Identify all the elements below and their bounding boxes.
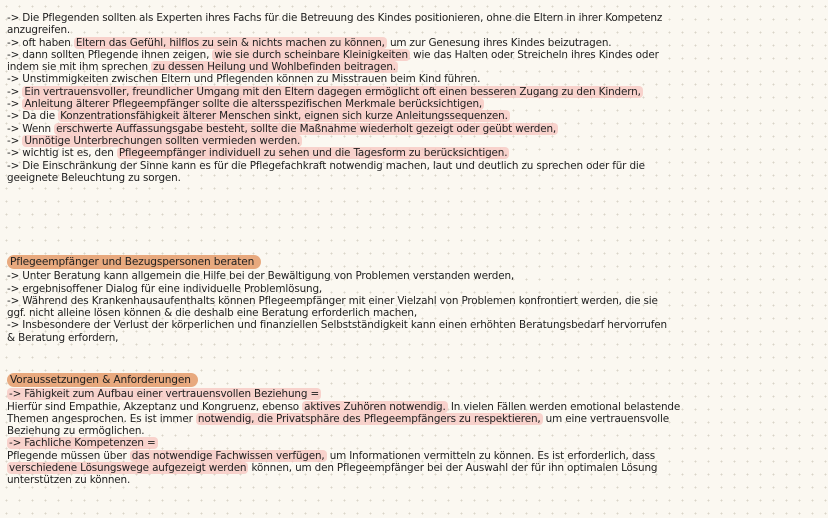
line-text: Themen angesprochen. Es ist immer <box>7 412 196 425</box>
line-text: -> Unter Beratung kann allgemein die Hilfe bei der Bewältigung von Problemen verstanden werden, <box>7 270 515 283</box>
line-text: um eine vertrauensvolle <box>542 412 669 425</box>
highlighted-text: zu dessen Heilung und Wohlbefinden beitragen. <box>153 61 396 74</box>
line-text: um Informationen vermitteln zu können. Es ist erforderlich, dass <box>326 449 656 462</box>
section-lines <box>7 270 819 344</box>
line-text: -> Unstimmigkeiten zwischen Eltern und Pflegenden können zu Misstrauen beim Kind führen. <box>7 73 481 86</box>
line-text: indem sie mit ihm sprechen <box>7 61 152 74</box>
highlighted-text: Unnötige Unterbrechungen sollten vermieden werden. <box>24 134 301 147</box>
text-line <box>7 86 819 98</box>
line-text: -> oft haben <box>7 36 74 49</box>
text-line <box>7 61 819 73</box>
text-line <box>7 474 819 486</box>
highlighted-text: -> Fachliche Kompetenzen = <box>9 437 156 450</box>
text-line <box>7 172 819 184</box>
highlighted-text: notwendig, die Privatsphäre des Pflegeempfängers zu respektieren, <box>197 412 541 425</box>
line-text: & Beratung erfordern, <box>7 331 119 344</box>
text-line <box>7 401 819 413</box>
line-text: -> dann sollten Pflegende ihnen zeigen, <box>7 48 213 61</box>
section-heading: Voraussetzungen & Anforderungen <box>7 373 198 387</box>
text-line <box>7 437 819 449</box>
text-line <box>7 123 819 135</box>
line-text: wie das Halten oder Streicheln ihres Kindes oder <box>409 48 659 61</box>
text-line <box>7 160 819 172</box>
text-line <box>7 462 819 474</box>
text-line <box>7 319 819 331</box>
line-text: -> Während des Krankenhausaufenthalts können Pflegeempfänger mit einer Vielzahl von Problemen konfrontiert werden, die sie <box>7 294 658 307</box>
text-line <box>7 413 819 425</box>
line-text: -> <box>7 134 23 147</box>
highlighted-text: -> Fähigkeit zum Aufbau einer vertrauensvollen Beziehung = <box>9 388 319 401</box>
text-line <box>7 147 819 159</box>
line-text: Hierfür sind Empathie, Akzeptanz und Kongruenz, ebenso <box>7 400 303 413</box>
text-line <box>7 295 819 307</box>
line-text: ggf. nicht alleine lösen können & die deshalb eine Beratung erforderlich machen, <box>7 307 418 320</box>
notes-section-voraussetzungen <box>7 373 819 487</box>
text-line <box>7 332 819 344</box>
line-text: In vielen Fällen werden emotional belastende <box>447 400 681 413</box>
line-text: -> Da die <box>7 110 59 123</box>
line-text: -> wichtig ist es, den <box>7 147 117 160</box>
text-line <box>7 24 819 36</box>
line-text: -> ergebnisoffener Dialog für eine individuelle Problemlösung, <box>7 282 323 295</box>
line-text: -> Insbesondere der Verlust der körperlichen und finanziellen Selbstständigkeit kann einen erhöhten Beratungsbedarf hervorrufen <box>7 319 667 332</box>
highlighted-text: Konzentrationsfähigkeit älterer Menschen sinkt, eignen sich kurze Anleitungssequenzen. <box>60 110 508 123</box>
line-text: -> Die Einschränkung der Sinne kann es für die Pflegefachkraft notwendig machen, laut und deutlich zu sprechen oder für die <box>7 159 645 172</box>
notes-section-beraten <box>7 255 819 344</box>
highlighted-text: Anleitung älterer Pflegeempfänger sollte die altersspezifischen Merkmale berücksichtigen, <box>24 98 483 111</box>
line-text: -> Die Pflegenden sollten als Experten ihres Fachs für die Betreuung des Kindes positionieren, ohne die Eltern in ihrer Kompetenz <box>7 12 663 24</box>
highlighted-text: erschwerte Auffassungsgabe besteht, sollte die Maßnahme wiederholt gezeigt oder geübt werden, <box>56 122 557 135</box>
text-line <box>7 98 819 110</box>
line-text: -> <box>7 98 23 111</box>
text-line <box>7 283 819 295</box>
text-line <box>7 37 819 49</box>
highlighted-text: aktives Zuhören notwendig. <box>304 400 446 413</box>
highlighted-text: das notwendige Fachwissen verfügen, <box>131 449 325 462</box>
line-text: Pflegende müssen über <box>7 449 130 462</box>
text-line <box>7 135 819 147</box>
line-text: unterstützen zu können. <box>7 474 131 487</box>
text-line <box>7 73 819 85</box>
line-text: um zur Genesung ihres Kindes beizutragen. <box>386 36 612 49</box>
highlighted-text: Eltern das Gefühl, hilflos zu sein & nichts machen zu können, <box>75 36 385 49</box>
highlighted-text: verschiedene Lösungswege aufgezeigt werden <box>9 462 247 475</box>
text-line <box>7 450 819 462</box>
text-line <box>7 270 819 282</box>
highlighted-text: Pflegeempfänger individuell zu sehen und die Tagesform zu berücksichtigen. <box>118 147 508 160</box>
highlighted-text: Ein vertrauensvoller, freundlicher Umgang mit den Eltern dagegen ermöglicht oft einen besseren Zugang zu den Kindern, <box>24 85 641 98</box>
text-line <box>7 110 819 122</box>
notes-section-intro <box>7 12 819 184</box>
section-lines <box>7 388 819 486</box>
line-text: -> Wenn <box>7 122 55 135</box>
line-text: können, um den Pflegeempfänger bei der Auswahl der für ihn optimalen Lösung <box>248 462 658 475</box>
line-text: Beziehung zu ermöglichen. <box>7 425 145 438</box>
text-line <box>7 425 819 437</box>
line-text: -> <box>7 85 23 98</box>
text-line <box>7 49 819 61</box>
highlighted-text: wie sie durch scheinbare Kleinigkeiten <box>214 48 408 61</box>
text-line <box>7 12 819 24</box>
text-line <box>7 388 819 400</box>
line-text: anzugreifen. <box>7 24 71 37</box>
section-heading: Pflegeempfänger und Bezugspersonen beraten <box>7 255 261 269</box>
line-text: geeignete Beleuchtung zu sorgen. <box>7 171 181 184</box>
text-line <box>7 307 819 319</box>
